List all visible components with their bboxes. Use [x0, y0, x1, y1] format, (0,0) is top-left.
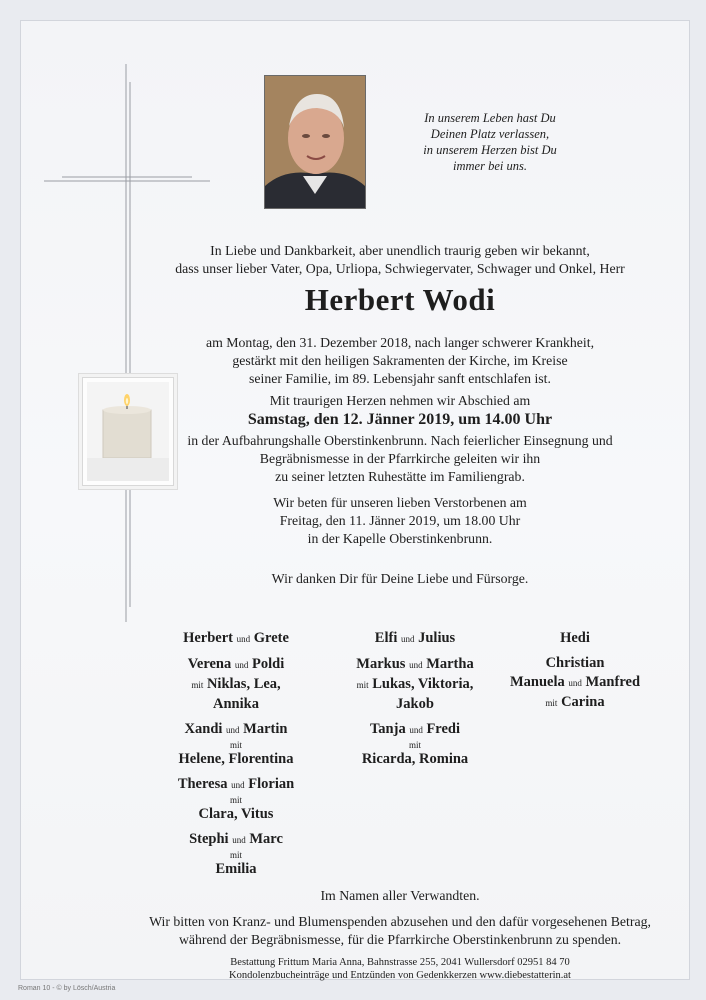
quote [410, 110, 570, 174]
print-code: Roman 10 - © by Lösch/Austria [18, 985, 116, 992]
request-line: während der Begräbnismesse, für die Pfarrkirche Oberstinkenbrunn zu spenden. [178, 932, 622, 947]
farewell-line: in der Aufbahrungshalle Oberstinkenbrunn. Nach feierlicher Einsegnung und [187, 433, 613, 448]
farewell-details [150, 432, 650, 486]
farewell-line: Begräbnismesse in der Pfarrkirche geleiten wir ihn [259, 451, 541, 466]
prayer-line: Wir beten für unseren lieben Verstorbenen am [273, 495, 527, 510]
family-entry: Helene, Florentina [178, 751, 294, 767]
footer [150, 956, 650, 982]
quote-line: In unserem Leben hast Du [424, 111, 556, 125]
family-entry: mit Lukas, Viktoria, [356, 676, 474, 692]
donation-request [120, 913, 680, 949]
family-entry: Markus und Martha [356, 656, 474, 672]
death-line: am Montag, den 31. Dezember 2018, nach langer schwerer Krankheit, [205, 335, 595, 350]
mit-label: mit [229, 850, 242, 860]
quote-line: immer bei uns. [453, 159, 527, 173]
family-entry: Emilia [215, 861, 257, 877]
quote-line: in unserem Herzen bist Du [423, 143, 557, 157]
family-entry: Theresa und Florian [177, 776, 295, 792]
family-entry: Tanja und Fredi [369, 721, 461, 737]
footer-line: Bestattung Frittum Maria Anna, Bahnstrasse 255, 2041 Wullersdorf 02951 84 70 [230, 957, 570, 968]
family-column-3 [485, 629, 665, 713]
family-column-2 [325, 629, 505, 769]
family-entry: Elfi und Julius [374, 630, 456, 646]
intro-text [150, 242, 650, 278]
quote-line: Deinen Platz verlassen, [430, 127, 550, 141]
family-entry: Stephi und Marc [189, 831, 283, 847]
portrait-icon [265, 76, 365, 208]
portrait-photo [264, 75, 366, 209]
farewell-date: Samstag, den 12. Jänner 2019, um 14.00 Uhr [247, 411, 553, 428]
mit-label: mit [229, 795, 242, 805]
farewell-line: zu seiner letzten Ruhestätte im Familiengrab. [275, 469, 525, 484]
death-line: gestärkt mit den heiligen Sakramenten der Kirche, im Kreise [232, 353, 568, 368]
farewell-intro: Mit traurigen Herzen nehmen wir Abschied am [269, 393, 531, 408]
prayer-line: in der Kapelle Oberstinkenbrunn. [307, 531, 493, 546]
death-text [150, 334, 650, 388]
family-column-1 [146, 629, 326, 879]
intro-line: dass unser lieber Vater, Opa, Urliopa, Schwiegervater, Schwager und Onkel, Herr [175, 261, 625, 276]
family-entry: mit Niklas, Lea, [191, 676, 281, 692]
family-entry: Clara, Vitus [198, 806, 274, 822]
family-entry: Ricarda, Romina [361, 751, 469, 767]
family-entry: Christian [545, 655, 605, 671]
prayer-text [150, 494, 650, 548]
family-entry: Manuela und Manfred [509, 674, 641, 690]
family-entry: Xandi und Martin [184, 721, 288, 737]
thanks-text: Wir danken Dir für Deine Liebe und Fürsorge. [271, 571, 529, 586]
request-line: Wir bitten von Kranz- und Blumenspenden abzusehen und den dafür vorgesehenen Betrag, [149, 914, 651, 929]
death-line: seiner Familie, im 89. Lebensjahr sanft entschlafen ist. [249, 371, 551, 386]
footer-line: Kondolenzbucheinträge und Entzünden von Gedenkkerzen www.diebestatterin.at [229, 970, 571, 981]
family-entry: mit Carina [545, 694, 605, 710]
family-entry: Hedi [560, 630, 590, 646]
deceased-name: Herbert Wodi [304, 282, 496, 317]
prayer-line: Freitag, den 11. Jänner 2019, um 18.00 Uhr [279, 513, 521, 528]
intro-line: In Liebe und Dankbarkeit, aber unendlich traurig geben wir bekannt, [210, 243, 590, 258]
mit-label: mit [408, 740, 421, 750]
family-entry: Herbert und Grete [183, 630, 289, 646]
relatives-text: Im Namen aller Verwandten. [320, 888, 480, 903]
mit-label: mit [229, 740, 242, 750]
family-entry: Jakob [396, 696, 434, 712]
family-entry: Verena und Poldi [187, 656, 285, 672]
family-entry: Annika [213, 696, 259, 712]
